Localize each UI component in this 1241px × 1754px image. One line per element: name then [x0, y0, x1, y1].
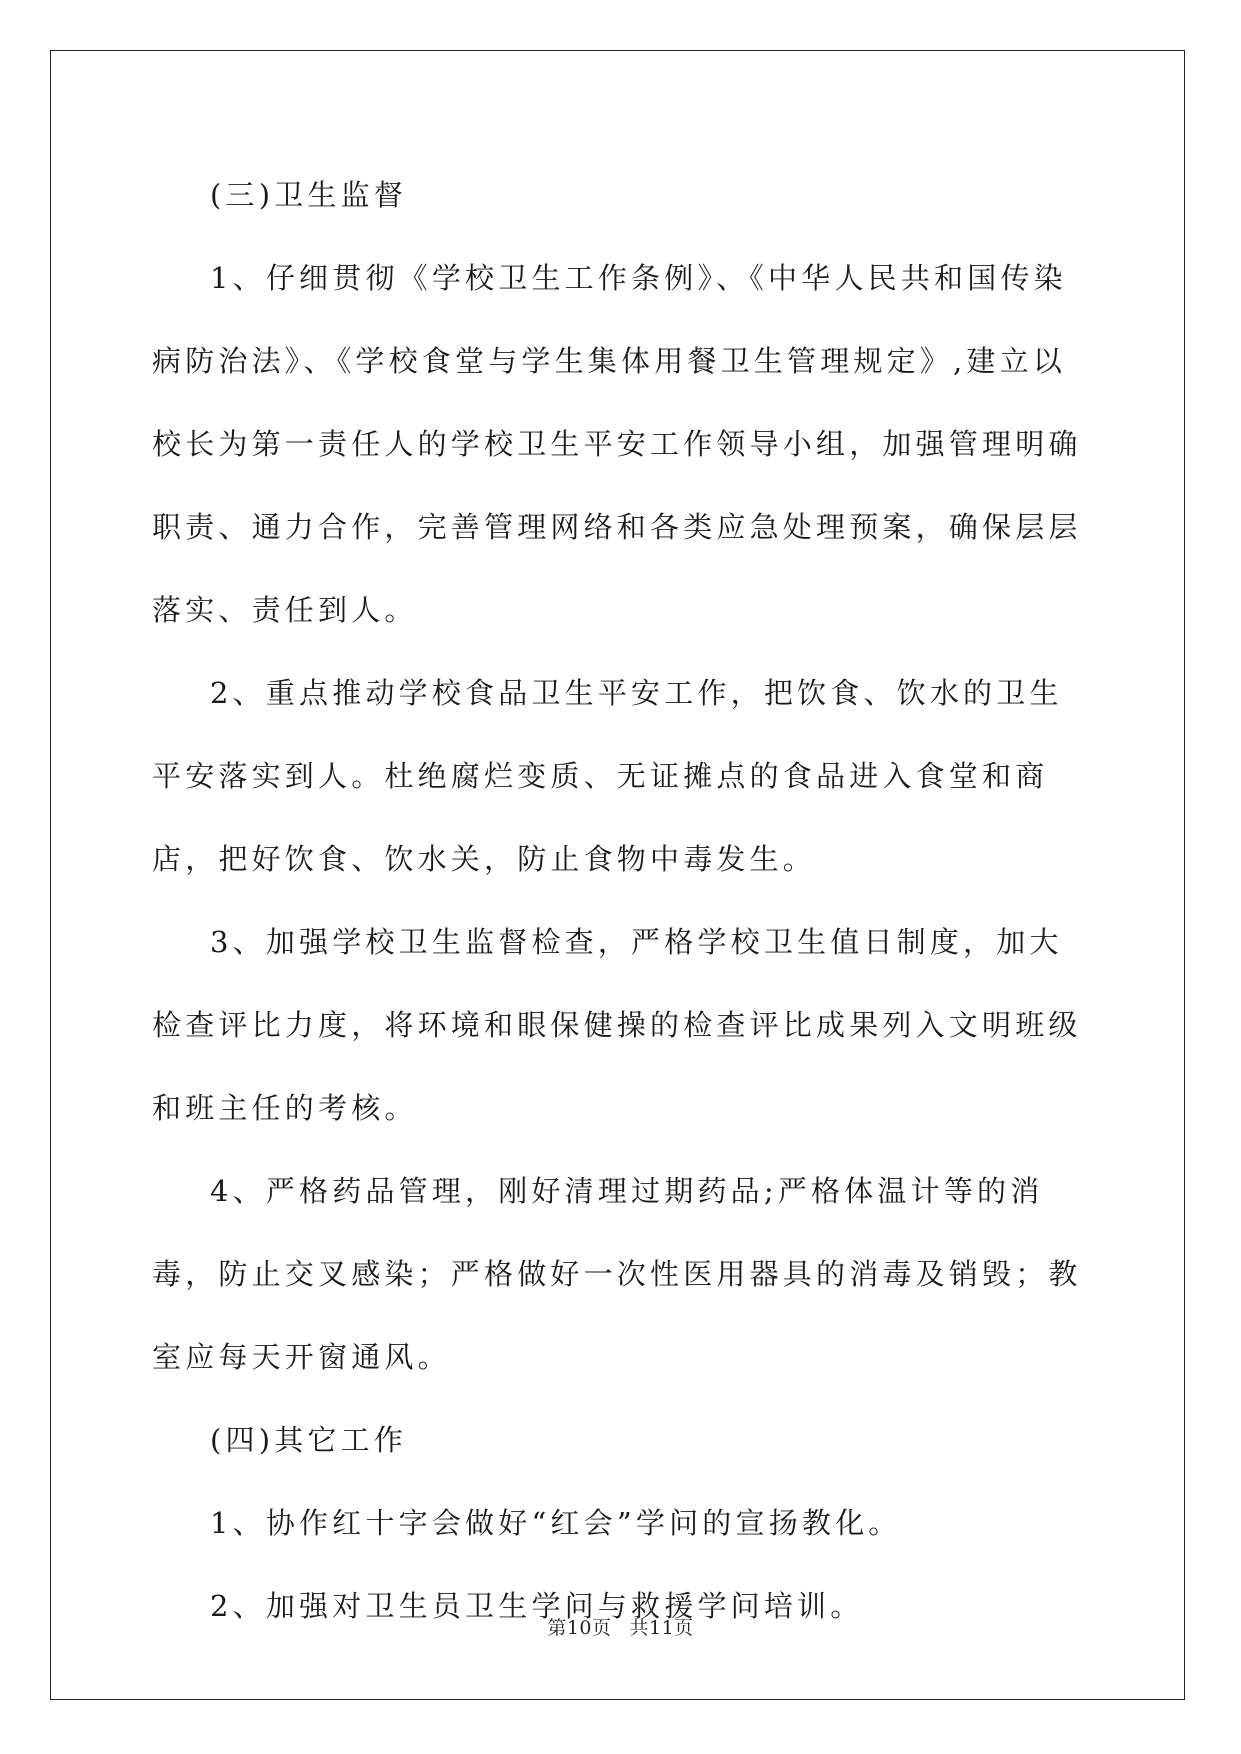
paragraph-6-training: 2、加强对卫生员卫生学问与救援学问培训。 — [210, 1589, 864, 1623]
total-pages-label: 共11页 — [629, 1617, 694, 1639]
page-footer — [0, 1613, 1241, 1640]
paragraph-3-inspection: 3、加强学校卫生监督检查，严格学校卫生值日制度，加大检查评比力度，将环境和眼保健操的检查评比成果列入文明班级和班主任的考核。 — [152, 925, 1082, 1125]
current-page-label: 第10页 — [547, 1617, 612, 1639]
paragraph-2-food-safety: 2、重点推动学校食品卫生平安工作，把饮食、饮水的卫生平安落实到人。杜绝腐烂变质、无证摊点的食品进入食堂和商店，把好饮食、饮水关，防止食物中毒发生。 — [152, 676, 1063, 876]
paragraph-1-regulations: 1、仔细贯彻《学校卫生工作条例》、《中华人民共和国传染病防治法》、《学校食堂与学生集体用餐卫生管理规定》,建立以校长为第一责任人的学校卫生平安工作领导小组，加强管理明确职责、通力合作，完善管理网络和各类应急处理预案，确保层层落实、责任到人。 — [152, 261, 1082, 627]
section-heading-other-work: (四)其它工作 — [210, 1423, 408, 1457]
paragraph-4-medicine: 4、严格药品管理，刚好清理过期药品;严格体温计等的消毒，防止交叉感染；严格做好一次性医用器具的消毒及销毁；教室应每天开窗通风。 — [152, 1174, 1082, 1374]
document-body — [152, 154, 1092, 1648]
section-heading-health-supervision: (三)卫生监督 — [210, 178, 408, 212]
paragraph-5-red-cross: 1、协作红十字会做好“红会”学问的宣扬教化。 — [210, 1506, 902, 1540]
